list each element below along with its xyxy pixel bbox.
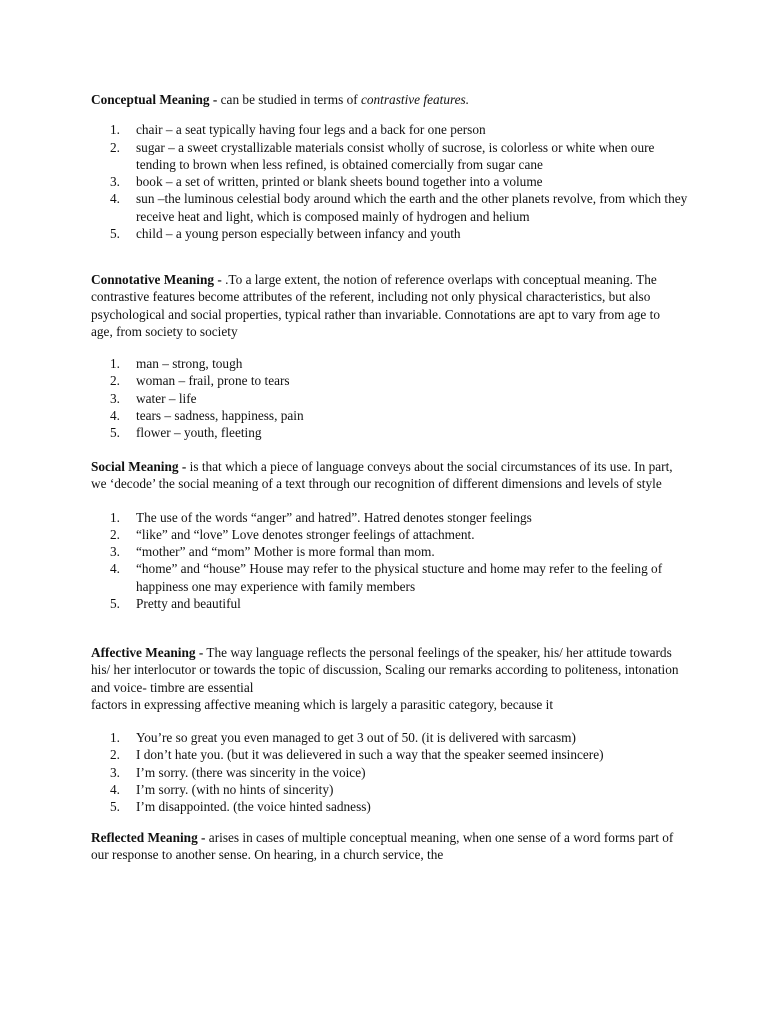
- list-item: [91, 225, 671, 242]
- list-item: [91, 190, 701, 225]
- section-heading: [91, 458, 686, 493]
- list-marker: 4.: [110, 561, 120, 577]
- list-item: [91, 372, 681, 389]
- section-intro: The way language reflects the personal feelings of the speaker, his/ her attitude towards his/ her interlocutor or towards the topic of discussion, Scaling our remarks according to politeness, intonation and voice- timbre are essential: [91, 645, 679, 695]
- list-item: [91, 543, 686, 560]
- list-item: [91, 526, 686, 543]
- list-item: [91, 764, 691, 781]
- list-marker: 4.: [110, 782, 120, 798]
- list-item: [91, 560, 686, 595]
- section-affective-meaning: [91, 644, 691, 816]
- list-marker: 3.: [110, 544, 120, 560]
- list-item: [91, 746, 691, 763]
- list-marker: 3.: [110, 174, 120, 190]
- section-intro: is that which a piece of language conveys about the social circumstances of its use. In part, we ‘decode’ the social meaning of a text through our recognition of different dimensions and levels of style: [91, 459, 673, 492]
- example-list: [91, 355, 681, 441]
- list-item: [91, 390, 681, 407]
- list-marker: 2.: [110, 373, 120, 389]
- list-marker: 1.: [110, 356, 120, 372]
- section-intro: .To a large extent, the notion of reference overlaps with conceptual meaning. The contrastive features become attributes of the referent, including not only physical characteristics, but also psychological and social properties, typical rather than invariable. Connotations are apt to vary from age to age, from society to society: [91, 272, 660, 339]
- list-marker: 5.: [110, 226, 120, 242]
- section-heading: [91, 271, 681, 340]
- list-item: [91, 355, 681, 372]
- example-list: [91, 121, 688, 242]
- section-conceptual-meaning: [91, 91, 691, 242]
- section-intro: can be studied in terms of: [217, 92, 361, 107]
- example-list: [91, 509, 686, 613]
- list-item: [91, 798, 691, 815]
- list-item-text: flower – youth, fleeting: [136, 425, 262, 441]
- list-item-text: I’m sorry. (with no hints of sincerity): [136, 782, 334, 798]
- list-marker: 4.: [110, 408, 120, 424]
- list-marker: 4.: [110, 191, 120, 207]
- list-item-text: water – life: [136, 390, 197, 406]
- section-intro-continued: factors in expressing affective meaning which is largely a parasitic category, because it: [91, 696, 554, 712]
- list-item-text: I’m sorry. (there was sincerity in the voice): [136, 764, 366, 780]
- list-item: [91, 139, 671, 174]
- section-title: Conceptual Meaning -: [91, 92, 218, 107]
- list-item: [91, 595, 686, 612]
- list-item: [91, 407, 681, 424]
- section-intro: arises in cases of multiple conceptual meaning, when one sense of a word forms part of our response to another sense. On hearing, in a church service, the: [91, 830, 674, 863]
- list-marker: 2.: [110, 526, 120, 542]
- list-item-text: The use of the words “anger” and hatred”. Hatred denotes stonger feelings: [136, 509, 532, 525]
- section-heading: [91, 91, 691, 108]
- list-item-text: Pretty and beautiful: [136, 596, 241, 612]
- list-item-text: child – a young person especially between infancy and youth: [136, 226, 461, 242]
- section-title: Social Meaning -: [91, 459, 187, 474]
- section-connotative-meaning: [91, 271, 681, 442]
- section-social-meaning: [91, 458, 686, 612]
- list-marker: 3.: [110, 764, 120, 780]
- section-title: Connotative Meaning -: [91, 272, 222, 287]
- list-item-text: chair – a seat typically having four legs and a back for one person: [136, 122, 486, 138]
- list-item-text: man – strong, tough: [136, 356, 243, 372]
- list-marker: 5.: [110, 596, 120, 612]
- list-marker: 2.: [110, 139, 120, 155]
- section-heading: [91, 829, 681, 864]
- list-item: [91, 424, 681, 441]
- list-marker: 3.: [110, 390, 120, 406]
- list-item-text: I’m disappointed. (the voice hinted sadness): [136, 799, 371, 815]
- list-item: [91, 729, 691, 746]
- list-item-text: sun –the luminous celestial body around which the earth and the other planets revolve, from which they receive heat and light, which is composed mainly of hydrogen and helium: [136, 191, 688, 224]
- list-item: [91, 173, 671, 190]
- list-marker: 1.: [110, 730, 120, 746]
- list-item-text: “home” and “house” House may refer to the physical stucture and home may refer to the feeling of happiness one may experience with family members: [136, 561, 663, 594]
- list-item: [91, 509, 686, 526]
- list-marker: 5.: [110, 425, 120, 441]
- section-reflected-meaning: [91, 829, 681, 864]
- list-item-text: You’re so great you even managed to get 3 out of 50. (it is delivered with sarcasm): [136, 730, 576, 746]
- section-intro-italic: contrastive features.: [360, 92, 470, 107]
- list-item-text: I don’t hate you. (but it was delievered in such a way that the speaker seemed insincere): [136, 747, 604, 763]
- section-title: Reflected Meaning -: [91, 830, 206, 845]
- list-marker: 1.: [110, 509, 120, 525]
- list-marker: 2.: [110, 747, 120, 763]
- list-item: [91, 781, 691, 798]
- list-marker: 5.: [110, 799, 120, 815]
- list-item-text: woman – frail, prone to tears: [136, 373, 290, 389]
- list-item-text: sugar – a sweet crystallizable materials consist wholly of sucrose, is colorless or white when oure tending to brown when less refined, is obtained comercially from sugar cane: [136, 139, 655, 172]
- list-marker: 1.: [110, 122, 120, 138]
- list-item-text: book – a set of written, printed or blank sheets bound together into a volume: [136, 174, 543, 190]
- example-list: [91, 729, 691, 815]
- list-item: [91, 121, 671, 138]
- list-item-text: tears – sadness, happiness, pain: [136, 408, 304, 424]
- section-heading: [91, 644, 691, 713]
- list-item-text: “like” and “love” Love denotes stronger feelings of attachment.: [136, 526, 475, 542]
- list-item-text: “mother” and “mom” Mother is more formal than mom.: [136, 544, 435, 560]
- section-title: Affective Meaning -: [91, 645, 204, 660]
